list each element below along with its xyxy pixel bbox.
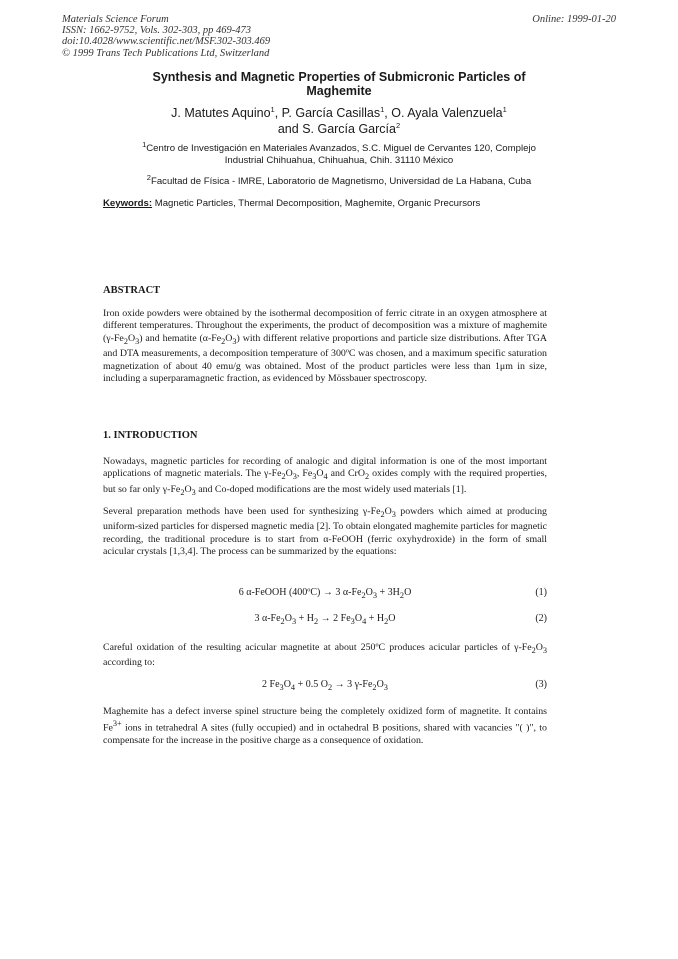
title-line-1: Synthesis and Magnetic Properties of Submicronic Particles of <box>152 70 526 84</box>
affiliation-text: Centro de Investigación en Materiales Avanzados, S.C. Miguel de Cervantes 120, Complejo <box>146 143 536 154</box>
equation-2 <box>103 613 547 627</box>
paper-title <box>100 70 578 98</box>
affil-marker: 2 <box>395 120 401 130</box>
author-list <box>90 106 588 137</box>
equation-number: (3) <box>535 679 547 690</box>
author-name: O. Ayala Valenzuela <box>391 106 503 120</box>
abstract-text: Iron oxide powders were obtained by the isothermal decomposition of ferric citrate in an oxygen atmosphere at different temperatures. Throughout the experiments, the product of decomposition was a mixture of maghemite $(\gamma-Fe_2O_3)$ and hematite $(\alpha-Fe_2O_3)$ with different relative proportions and particle size distributions. After TGA and DTA measurements, a decomposition temperature of 300ºC was chosen, and a maximum specific saturation magnetization of about 40 emu/g was obtained. Most of the product particles were less than 1μm in size, including a superparamagnetic fraction, as evidenced by Mössbauer spectroscopy. <box>103 308 547 384</box>
keywords-label: Keywords: <box>103 198 153 209</box>
equation-3 <box>103 679 547 693</box>
author-name: P. García Casillas <box>281 106 381 120</box>
equation-number: (1) <box>535 587 547 598</box>
equation-1 <box>103 587 547 601</box>
publication-metadata <box>62 14 270 59</box>
equation-expression: 3 $\alpha-Fe_2O_3 + H_2 \to 2$ $Fe_3O_4 + H_2O$ <box>254 613 396 626</box>
affiliation-2 <box>100 172 578 188</box>
abstract-heading: ABSTRACT <box>103 285 161 296</box>
author-name: J. Matutes Aquino <box>171 106 271 120</box>
affil-marker: 2 <box>146 172 151 182</box>
affiliation-text: Industrial Chihuahua, Chihuahua, Chih. 31110 México <box>224 155 454 166</box>
affil-marker: 1 <box>270 104 275 114</box>
affiliation-text: Facultad de Física - IMRE, Laboratorio de Magnetismo, Universidad de La Habana, Cuba <box>150 176 532 187</box>
authors-line-2 <box>90 122 588 138</box>
author-name: and S. García García <box>277 121 396 136</box>
keywords-text: Magnetic Particles, Thermal Decomposition, Maghemite, Organic Precursors <box>152 198 481 209</box>
introduction-heading: 1. INTRODUCTION <box>103 430 198 441</box>
intro-paragraph-2: Several preparation methods have been used for synthesizing $\gamma-Fe_2O_3$ powders which aimed at producing uniform-sized particles for dispersed magnetic media [2]. To obtain elongated maghemite particles for magnetic recording, the traditional procedure is to start from α-FeOOH (ferric oxyhydroxide) in the form of small acicular crystals [1,3,4]. The process can be summarized by the equations: <box>103 506 547 558</box>
online-date: Online: 1999-01-20 <box>532 14 616 25</box>
affiliation-1 <box>100 139 578 167</box>
equation-expression: 2 $Fe_3O_4 + 0.5$ $O_2 \to 3$ $\gamma-Fe_2O_3$ <box>262 679 388 692</box>
title-line-2: Maghemite <box>306 84 372 98</box>
equation-expression: 6 α-FeOOH (400ºC) → 3 $\alpha-Fe_2O_3 + 3H_2O$ <box>238 587 412 600</box>
authors-line-1: J. Matutes Aquino$^1$, P. García Casillas$^1$, O. Ayala Valenzuela$^1$ <box>171 104 507 120</box>
equation-number: (2) <box>535 613 547 624</box>
copyright-line: © 1999 Trans Tech Publications Ltd, Switzerland <box>62 47 270 59</box>
issn-line: ISSN: 1662-9752, Vols. 302-303, pp 469-473 <box>62 25 251 37</box>
affil-marker: 1 <box>142 139 147 149</box>
intro-paragraph-1: Nowadays, magnetic particles for recording of analogic and digital information is one of the most important applications of magnetic materials. The $\gamma-Fe_2O_3$, $Fe_3O_4$ and CrO$_2$ oxides comply with the required properties, but so far only $\gamma-Fe_2O_3$ and Co-doped modifications are the most widely used materials [1]. <box>103 456 547 497</box>
affil-marker: 1 <box>502 104 507 114</box>
doi-line: doi:10.4028/www.scientific.net/MSF.302-303.469 <box>62 36 271 48</box>
intro-paragraph-4: Maghemite has a defect inverse spinel structure being the completely oxidized form of magnetite. It contains $Fe^{3+}$ ions in tetrahedral A sites (fully occupied) and in octahedral B positions, shared with vacancies "( )", to compensate for the increase in the positive charge as a consequence of oxidation. <box>103 706 547 747</box>
journal-name: Materials Science Forum <box>62 14 169 25</box>
intro-paragraph-3: Careful oxidation of the resulting acicular magnetite at about 250ºC produces acicular particles of $\gamma-Fe_2O_3$ according to: <box>103 642 547 669</box>
affil-marker: 1 <box>380 104 385 114</box>
keywords <box>103 198 480 209</box>
